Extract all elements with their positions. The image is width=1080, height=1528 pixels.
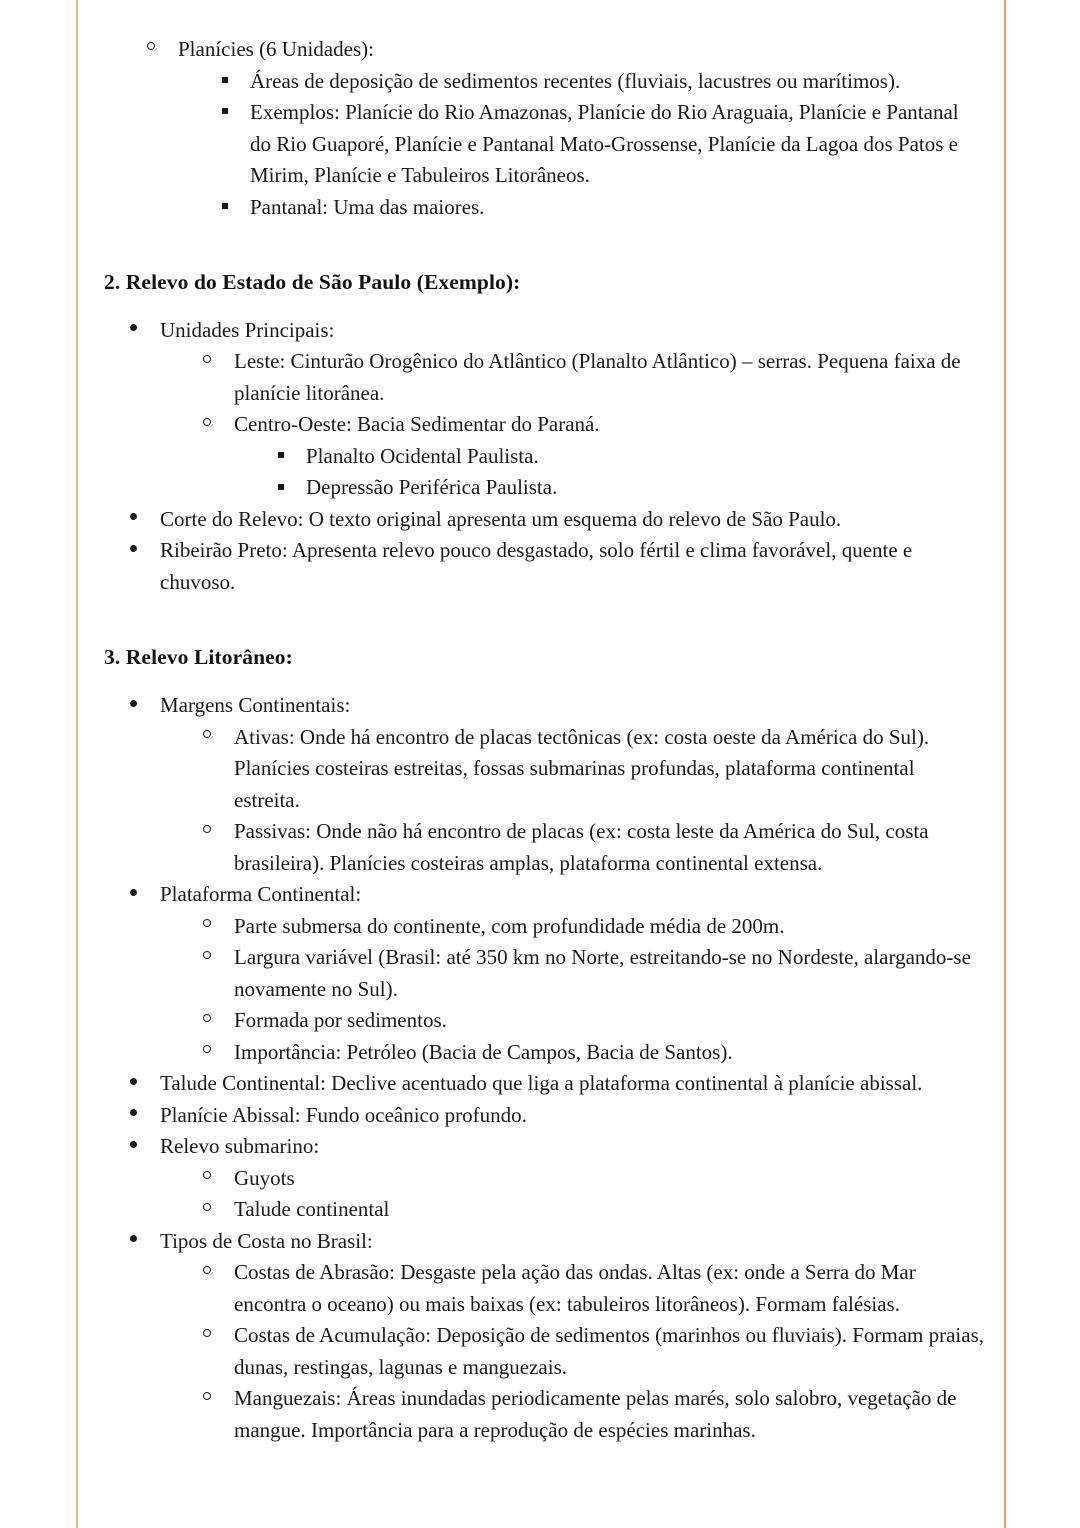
- circle-bullet-icon: [196, 1005, 218, 1037]
- list-item-text: Exemplos: Planície do Rio Amazonas, Planície do Rio Araguaia, Planície e Pantanal do Rio Guaporé, Planície e Pantanal Mato-Grossense, Planície da Lagoa dos Patos e Mirim, Planície e Tabuleiros Litorâneos.: [250, 100, 959, 187]
- list-item: [196, 722, 984, 817]
- circle-bullet-icon: [196, 346, 218, 378]
- list-item-text: Centro-Oeste: Bacia Sedimentar do Paraná.: [234, 412, 600, 437]
- list-item: [122, 1226, 984, 1447]
- left-decorative-rule: [76, 0, 78, 1528]
- disc-bullet-icon: [122, 690, 144, 722]
- circle-bullet-icon: [196, 1037, 218, 1069]
- list-item-text: Guyots: [234, 1165, 295, 1190]
- list-item: [196, 1005, 984, 1037]
- list-item: [122, 1131, 984, 1226]
- list-item: [214, 66, 984, 98]
- document-content: [104, 34, 984, 1446]
- circle-bullet-icon: [140, 34, 162, 66]
- list-planicies-group: [104, 34, 984, 223]
- list-item: [270, 441, 984, 473]
- list-item: [122, 690, 984, 879]
- disc-bullet-icon: [122, 1226, 144, 1258]
- list-item-text: Ribeirão Preto: Apresenta relevo pouco desgastado, solo fértil e clima favorável, quente e chuvoso.: [160, 538, 913, 594]
- disc-bullet-icon: [122, 535, 144, 567]
- list-item-text: Planícies (6 Unidades):: [178, 37, 374, 61]
- list-item: [122, 504, 984, 536]
- circle-bullet-icon: [196, 1194, 218, 1226]
- circle-bullet-icon: [196, 409, 218, 441]
- square-bullet-icon: [270, 472, 292, 504]
- list-item-text: Costas de Acumulação: Deposição de sedimentos (marinhos ou fluviais). Formam praias, dunas, restingas, lagunas e manguezais.: [234, 1323, 985, 1379]
- disc-bullet-icon: [122, 1131, 144, 1163]
- section-2-block: [104, 269, 984, 297]
- list-item: [214, 97, 984, 192]
- list-item: [196, 1163, 984, 1195]
- list-planicies-sublist: [178, 66, 984, 224]
- disc-bullet-icon: [122, 504, 144, 536]
- list-item-text: Ativas: Onde há encontro de placas tectônicas (ex: costa oeste da América do Sul). Planícies costeiras estreitas, fossas submarinas profundas, plataforma continental estreita.: [234, 724, 930, 812]
- circle-bullet-icon: [196, 911, 218, 943]
- list-item-text: Depressão Periférica Paulista.: [306, 475, 558, 500]
- list-item: [196, 1194, 984, 1226]
- list-item-text: Largura variável (Brasil: até 350 km no Norte, estreitando-se no Nordeste, alargando-se novamente no Sul).: [234, 945, 971, 1001]
- disc-bullet-icon: [122, 879, 144, 911]
- section-3-block: [104, 644, 984, 672]
- list-item: [122, 535, 984, 598]
- list-item: [196, 911, 984, 943]
- list-item: [196, 816, 984, 879]
- list-item: [122, 315, 984, 504]
- list-item-text: Manguezais: Áreas inundadas periodicamente pelas marés, solo salobro, vegetação de mangue. Importância para a reprodução de espécies marinhas.: [234, 1386, 957, 1442]
- list-item: [196, 409, 984, 504]
- list-item-text: Tipos de Costa no Brasil:: [160, 1228, 373, 1253]
- list-item: [270, 472, 984, 504]
- list-item: [196, 1383, 984, 1446]
- list-item-text: Leste: Cinturão Orogênico do Atlântico (Planalto Atlântico) – serras. Pequena faixa de planície litorânea.: [234, 349, 961, 405]
- list-item-text: Parte submersa do continente, com profundidade média de 200m.: [234, 913, 785, 938]
- list-item: [196, 346, 984, 409]
- circle-bullet-icon: [196, 1163, 218, 1195]
- disc-bullet-icon: [122, 1068, 144, 1100]
- list-item-text: Talude Continental: Declive acentuado que liga a plataforma continental à planície abissal.: [160, 1071, 923, 1096]
- list-item: [196, 1037, 984, 1069]
- circle-bullet-icon: [196, 1383, 218, 1415]
- square-bullet-icon: [270, 441, 292, 473]
- section-heading: 2. Relevo do Estado de São Paulo (Exemplo):: [104, 270, 521, 294]
- circle-bullet-icon: [196, 1320, 218, 1352]
- relevo-submarino-sublist: [160, 1163, 984, 1226]
- disc-bullet-icon: [122, 1100, 144, 1132]
- list-item: [196, 1257, 984, 1320]
- circle-bullet-icon: [196, 942, 218, 974]
- margens-continentais-sublist: [160, 722, 984, 880]
- list-item: [196, 942, 984, 1005]
- right-decorative-rule: [1004, 0, 1006, 1528]
- list-item-text: Formada por sedimentos.: [234, 1008, 447, 1033]
- circle-bullet-icon: [196, 816, 218, 848]
- list-item: [214, 192, 984, 224]
- plataforma-continental-sublist: [160, 911, 984, 1069]
- list-item: [140, 34, 984, 223]
- section-2-list: [104, 315, 984, 599]
- list-item: [122, 1100, 984, 1132]
- list-item-text: Talude continental: [234, 1197, 390, 1222]
- list-item: [196, 1320, 984, 1383]
- list-item-text: Costas de Abrasão: Desgaste pela ação das ondas. Altas (ex: onde a Serra do Mar encontra o oceano) ou mais baixas (ex: tabuleiros litorâneos). Formam falésias.: [234, 1260, 916, 1316]
- circle-bullet-icon: [196, 1257, 218, 1289]
- list-item-text: Unidades Principais:: [160, 317, 335, 342]
- circle-bullet-icon: [196, 722, 218, 754]
- section-3-list: [104, 690, 984, 1446]
- disc-bullet-icon: [122, 315, 144, 347]
- section-heading: 3. Relevo Litorâneo:: [104, 645, 293, 670]
- list-item-text: Passivas: Onde não há encontro de placas (ex: costa leste da América do Sul, costa brasileira). Planícies costeiras amplas, plataforma continental extensa.: [234, 819, 929, 875]
- tipos-de-costa-sublist: [160, 1257, 984, 1446]
- square-bullet-icon: [214, 97, 236, 129]
- square-bullet-icon: [214, 192, 236, 224]
- list-item-text: Corte do Relevo: O texto original apresenta um esquema do relevo de São Paulo.: [160, 506, 842, 531]
- list-item-text: Pantanal: Uma das maiores.: [250, 194, 485, 219]
- list-item-text: Áreas de deposição de sedimentos recentes (fluviais, lacustres ou marítimos).: [250, 68, 901, 93]
- list-item-text: Planalto Ocidental Paulista.: [306, 443, 539, 468]
- unidades-principais-sublist: [160, 346, 984, 504]
- list-item: [122, 879, 984, 1068]
- list-item-text: Relevo submarino:: [160, 1134, 320, 1159]
- list-item-text: Margens Continentais:: [160, 693, 351, 718]
- square-bullet-icon: [214, 66, 236, 98]
- list-item-text: Importância: Petróleo (Bacia de Campos, Bacia de Santos).: [234, 1039, 733, 1064]
- list-item: [122, 1068, 984, 1100]
- centro-oeste-sublist: [234, 441, 984, 504]
- list-item-text: Plataforma Continental:: [160, 882, 362, 907]
- list-item-text: Planície Abissal: Fundo oceânico profundo.: [160, 1102, 527, 1127]
